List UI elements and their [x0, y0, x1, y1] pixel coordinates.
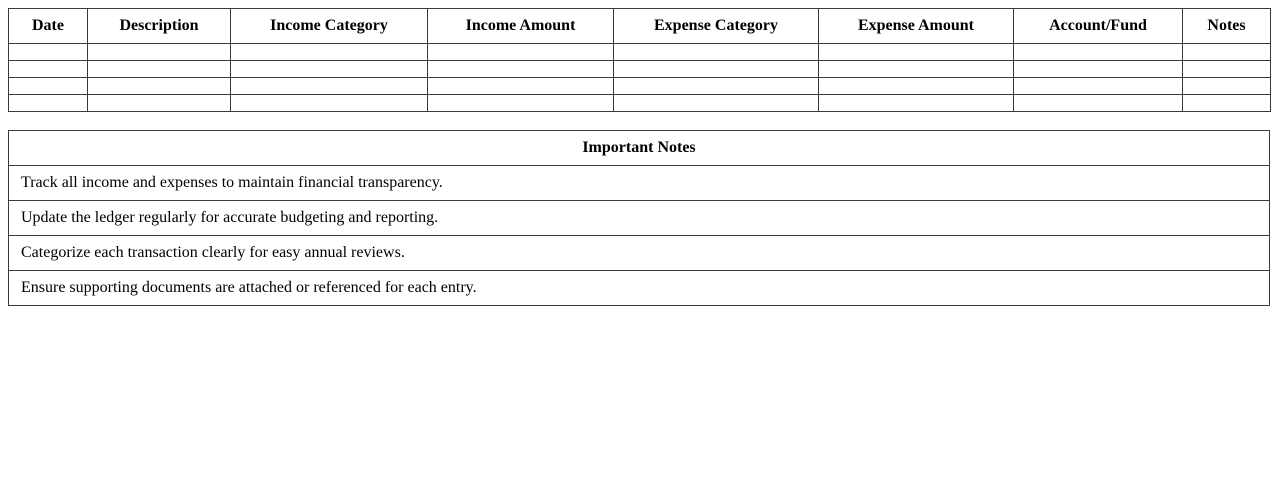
table-cell[interactable]: [614, 44, 819, 61]
table-cell[interactable]: [428, 78, 614, 95]
note-item: Update the ledger regularly for accurate budgeting and reporting.: [9, 201, 1270, 236]
column-header-income-amount: Income Amount: [428, 9, 614, 44]
column-header-date: Date: [9, 9, 88, 44]
table-row: [9, 78, 1271, 95]
note-row: [9, 201, 1270, 236]
table-cell[interactable]: [231, 95, 428, 112]
table-cell[interactable]: [614, 95, 819, 112]
table-cell[interactable]: [88, 44, 231, 61]
table-cell[interactable]: [1014, 61, 1183, 78]
table-cell[interactable]: [231, 44, 428, 61]
table-row: [9, 95, 1271, 112]
note-item: Categorize each transaction clearly for easy annual reviews.: [9, 236, 1270, 271]
table-cell[interactable]: [428, 61, 614, 78]
column-header-expense-category: Expense Category: [614, 9, 819, 44]
table-cell[interactable]: [9, 78, 88, 95]
note-item: Track all income and expenses to maintain financial transparency.: [9, 166, 1270, 201]
table-cell[interactable]: [614, 78, 819, 95]
table-cell[interactable]: [1183, 61, 1271, 78]
table-cell[interactable]: [1183, 78, 1271, 95]
table-cell[interactable]: [1014, 44, 1183, 61]
column-header-notes: Notes: [1183, 9, 1271, 44]
table-cell[interactable]: [428, 44, 614, 61]
table-cell[interactable]: [614, 61, 819, 78]
table-row: [9, 61, 1271, 78]
table-cell[interactable]: [1014, 95, 1183, 112]
table-cell[interactable]: [819, 61, 1014, 78]
column-header-income-category: Income Category: [231, 9, 428, 44]
table-cell[interactable]: [231, 61, 428, 78]
table-cell[interactable]: [819, 95, 1014, 112]
note-row: [9, 166, 1270, 201]
table-cell[interactable]: [428, 95, 614, 112]
table-cell[interactable]: [1183, 95, 1271, 112]
table-cell[interactable]: [9, 95, 88, 112]
column-header-account-fund: Account/Fund: [1014, 9, 1183, 44]
important-notes-table: [8, 130, 1270, 306]
note-item: Ensure supporting documents are attached or referenced for each entry.: [9, 271, 1270, 306]
table-cell[interactable]: [9, 44, 88, 61]
column-header-description: Description: [88, 9, 231, 44]
ledger-header-row: [9, 9, 1271, 44]
table-cell[interactable]: [1183, 44, 1271, 61]
table-cell[interactable]: [231, 78, 428, 95]
table-row: [9, 44, 1271, 61]
ledger-table: [8, 8, 1271, 112]
note-row: [9, 236, 1270, 271]
note-row: [9, 271, 1270, 306]
table-cell[interactable]: [819, 78, 1014, 95]
notes-title: Important Notes: [9, 131, 1270, 166]
table-cell[interactable]: [9, 61, 88, 78]
column-header-expense-amount: Expense Amount: [819, 9, 1014, 44]
table-cell[interactable]: [819, 44, 1014, 61]
table-cell[interactable]: [88, 95, 231, 112]
notes-header-row: [9, 131, 1270, 166]
table-cell[interactable]: [88, 61, 231, 78]
table-cell[interactable]: [88, 78, 231, 95]
table-cell[interactable]: [1014, 78, 1183, 95]
